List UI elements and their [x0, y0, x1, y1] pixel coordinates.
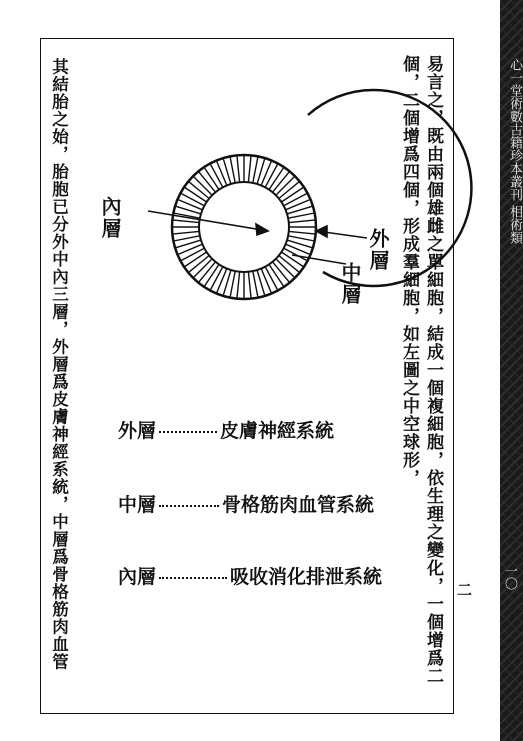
legend-layer-outer: 外層: [118, 420, 157, 442]
striation-line: [230, 156, 235, 183]
legend-dots: [159, 577, 227, 579]
striation-line: [248, 155, 251, 182]
striation-line: [248, 272, 251, 299]
striation-line: [181, 248, 205, 261]
striation-line: [204, 167, 219, 190]
legend-row-inner: [118, 562, 382, 589]
legend-system-middle: 骨格筋肉血管系統: [222, 494, 375, 516]
outer-layer-arrow: [324, 232, 367, 238]
series-title: 心一堂術數古籍珍本叢刊 相術類: [507, 58, 522, 245]
striation-line: [265, 164, 278, 188]
striation-line: [237, 272, 240, 299]
outer-layer-label: 外層: [366, 228, 390, 272]
striation-line: [269, 167, 284, 190]
striation-line: [230, 271, 235, 298]
striation-line: [184, 252, 207, 267]
legend-system-inner: 吸收消化排泄系統: [230, 566, 383, 588]
striation-line: [210, 267, 223, 291]
striation-line: [284, 193, 308, 206]
striation-line: [289, 231, 316, 234]
right-text-column-2: 個，二個增爲四個，形成羣細胞，如左圖之中空球形，: [399, 55, 419, 487]
striation-line: [184, 187, 207, 202]
legend-row-outer: [118, 416, 334, 443]
striation-line: [204, 264, 219, 287]
striation-line: [181, 193, 205, 206]
striation-line: [210, 164, 223, 188]
striation-line: [172, 220, 199, 223]
inner-layer-arrow: [148, 211, 262, 230]
striation-line: [281, 252, 304, 267]
legend-dots: [159, 505, 219, 507]
striation-line: [281, 187, 304, 202]
middle-layer-label: 中層: [338, 262, 362, 306]
strip-page-number: 一〇: [502, 564, 517, 590]
striation-line: [265, 267, 278, 291]
striation-line: [288, 236, 315, 241]
striation-line: [173, 236, 200, 241]
striation-line: [269, 264, 284, 287]
legend-row-middle: [118, 490, 374, 517]
striation-line: [284, 248, 308, 261]
striation-line: [172, 231, 199, 234]
legend-system-outer: 皮膚神經系統: [220, 420, 335, 442]
page-number: 二: [457, 581, 473, 599]
striation-line: [289, 220, 316, 223]
striation-line: [237, 155, 240, 182]
inner-layer-label: 內層: [98, 196, 122, 240]
left-text-column: 其結胎之始，胎胞已分外中內三層，外層爲皮膚神經系統，中層爲骨格筋肉血管: [49, 58, 69, 671]
side-strip: [500, 0, 523, 741]
right-text-column-1: 易言之，既由兩個雄雌之單細胞，結成一個複細胞，依生理之變化，一個增爲二: [423, 55, 443, 685]
legend-layer-inner: 內層: [118, 566, 157, 588]
legend-dots: [159, 431, 217, 433]
striation-line: [253, 156, 258, 183]
striation-line: [253, 271, 258, 298]
striation-line: [288, 213, 315, 218]
legend-layer-middle: 中層: [118, 494, 157, 516]
